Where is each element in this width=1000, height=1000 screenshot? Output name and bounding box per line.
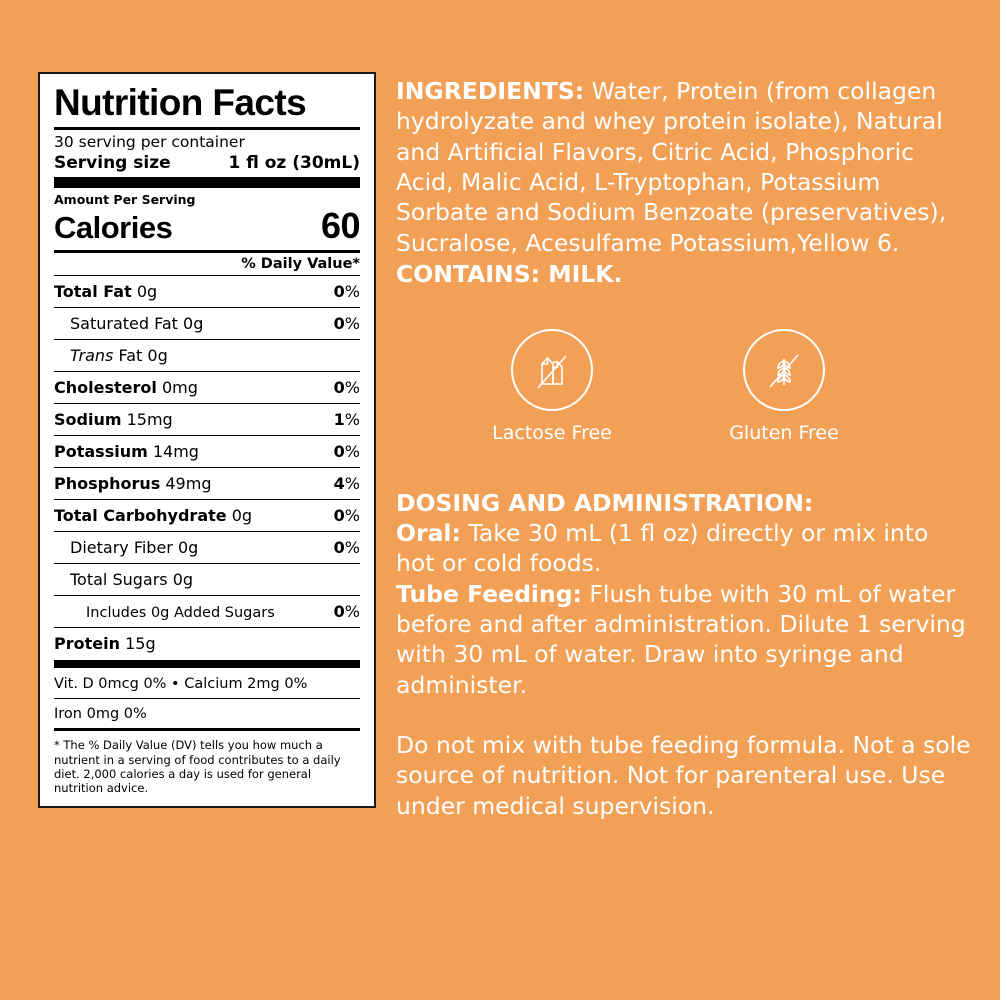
nutrient-amount: 0g xyxy=(172,570,194,590)
calories-label: Calories xyxy=(54,210,173,246)
divider xyxy=(54,531,360,532)
table-row: Cholesterol 0mg 0% xyxy=(54,378,360,398)
nutrient-name: Dietary Fiber xyxy=(70,538,173,558)
nutrient-dv: 1 xyxy=(333,410,345,430)
nutrient-dv: 0 xyxy=(333,378,345,398)
nutrition-facts-title: Nutrition Facts xyxy=(54,82,307,123)
divider xyxy=(54,435,360,436)
nutrient-name: Total Fat xyxy=(54,282,132,302)
calories-value: 60 xyxy=(320,205,360,247)
nutrient-name: Includes 0g Added Sugars xyxy=(86,605,275,622)
contains-allergens: CONTAINS: MILK. xyxy=(396,259,623,288)
serving-size-value: 1 fl oz (30mL) xyxy=(228,153,360,174)
table-row: Potassium 14mg 0% xyxy=(54,442,360,462)
nutrient-name: Sodium xyxy=(54,410,122,430)
divider xyxy=(54,307,360,308)
serving-size-label: Serving size xyxy=(54,153,171,174)
servings-per-container: 30 serving per container xyxy=(54,132,245,151)
divider xyxy=(54,698,360,699)
calories-row xyxy=(54,205,360,247)
dosing-tube-label: Tube Feeding: xyxy=(396,579,582,608)
dosing-section xyxy=(396,488,972,821)
nutrient-name: Protein xyxy=(54,634,120,654)
nutrient-amount: 0g xyxy=(231,506,253,526)
wheat-crossed-icon xyxy=(743,329,825,411)
divider xyxy=(54,275,360,276)
divider xyxy=(54,127,360,130)
dosing-disclaimer: Do not mix with tube feeding formula. Not a sole source of nutrition. Not for parenteral use. Use under medical supervision. xyxy=(396,730,971,820)
badge-gluten-free xyxy=(714,329,854,446)
nutrient-dv: 0 xyxy=(333,538,345,558)
vitamins-line-2: Iron 0mg 0% xyxy=(54,706,147,723)
serving-size-row xyxy=(54,153,360,173)
dosing-tube xyxy=(396,579,972,700)
table-row: Phosphorus 49mg 4% xyxy=(54,474,360,494)
daily-value-header: % Daily Value* xyxy=(241,256,360,273)
nutrient-amount: 0mg xyxy=(161,378,198,398)
divider xyxy=(54,339,360,340)
table-row: Total Carbohydrate 0g 0% xyxy=(54,506,360,526)
divider-thick xyxy=(54,660,360,668)
ingredients-block xyxy=(396,76,972,258)
divider xyxy=(54,371,360,372)
dosing-oral xyxy=(396,518,972,579)
nutrient-amount: 0g xyxy=(136,282,158,302)
table-row: Includes 0g Added Sugars 0% xyxy=(86,602,360,622)
table-row: Saturated Fat 0g 0% xyxy=(70,314,360,334)
nutrient-dv: 4 xyxy=(333,474,345,494)
amount-per-serving-label: Amount Per Serving xyxy=(54,192,196,208)
vitamins-line-1: Vit. D 0mcg 0% • Calcium 2mg 0% xyxy=(54,676,308,693)
milk-carton-icon xyxy=(511,329,593,411)
nutrient-amount: 49mg xyxy=(165,474,212,494)
divider xyxy=(54,250,360,253)
nutrient-dv: 0 xyxy=(333,442,345,462)
dosing-tube-text: Flush tube with 30 mL of water before and after administration. Dilute 1 serving with 30 mL of water. Draw into syringe and administer. xyxy=(396,579,966,699)
badge-row xyxy=(482,329,972,446)
nutrient-amount: 15mg xyxy=(126,410,173,430)
nutrient-amount: 14mg xyxy=(152,442,199,462)
dosing-oral-text: Take 30 mL (1 fl oz) directly or mix into hot or cold foods. xyxy=(396,519,929,578)
ingredients-body: Water, Protein (from collagen hydrolyzate and whey protein isolate), Natural and Artificial Flavors, Citric Acid, Phosphoric Acid, Malic Acid, L-Tryptophan, Potassium Sorbate and Sodium Benzoate (preservatives), Sucralose, Acesulfame Potassium,Yellow 6. xyxy=(396,77,947,257)
right-column xyxy=(396,76,972,821)
divider xyxy=(54,403,360,404)
divider xyxy=(54,467,360,468)
nutrient-dv: 0 xyxy=(333,282,345,302)
table-row: Sodium 15mg 1% xyxy=(54,410,360,430)
nutrient-dv: 0 xyxy=(333,314,345,334)
nutrition-facts-panel xyxy=(38,72,376,808)
divider xyxy=(54,728,360,731)
divider-thick xyxy=(54,177,360,188)
badge-lactose-free xyxy=(482,329,622,446)
nutrient-amount: 15g xyxy=(125,634,156,654)
daily-value-footnote: * The % Daily Value (DV) tells you how much a nutrient in a serving of food contributes to a daily diet. 2,000 calories a day is used for general nutrition advice. xyxy=(54,738,341,796)
nutrient-amount: 0g xyxy=(183,314,204,334)
ingredients-heading: INGREDIENTS: xyxy=(396,77,585,105)
table-row: Total Fat 0g 0% xyxy=(54,282,360,302)
nutrient-amount: Fat 0g xyxy=(118,346,168,366)
nutrient-name: Cholesterol xyxy=(54,378,157,398)
divider xyxy=(54,499,360,500)
badge-label: Lactose Free xyxy=(492,422,612,445)
table-row xyxy=(54,631,360,656)
divider xyxy=(54,563,360,564)
badge-label: Gluten Free xyxy=(729,422,839,445)
dosing-heading: DOSING AND ADMINISTRATION: xyxy=(396,488,814,517)
nutrient-name: Potassium xyxy=(54,442,148,462)
nutrient-name: Total Sugars xyxy=(70,570,168,590)
dosing-oral-label: Oral: xyxy=(396,519,461,547)
nutrient-name: Total Carbohydrate xyxy=(54,506,227,526)
table-row xyxy=(54,567,360,592)
table-row: Dietary Fiber 0g 0% xyxy=(70,538,360,558)
divider xyxy=(54,595,360,596)
nutrient-name: Saturated Fat xyxy=(70,314,178,334)
nutrient-amount: 0g xyxy=(177,538,199,558)
divider xyxy=(54,627,360,628)
nutrient-name: Phosphorus xyxy=(54,474,161,494)
table-row xyxy=(54,343,360,368)
nutrient-dv: 0 xyxy=(333,506,345,526)
nutrient-name-trans: Trans xyxy=(70,346,114,366)
nutrient-dv: 0 xyxy=(333,602,345,622)
